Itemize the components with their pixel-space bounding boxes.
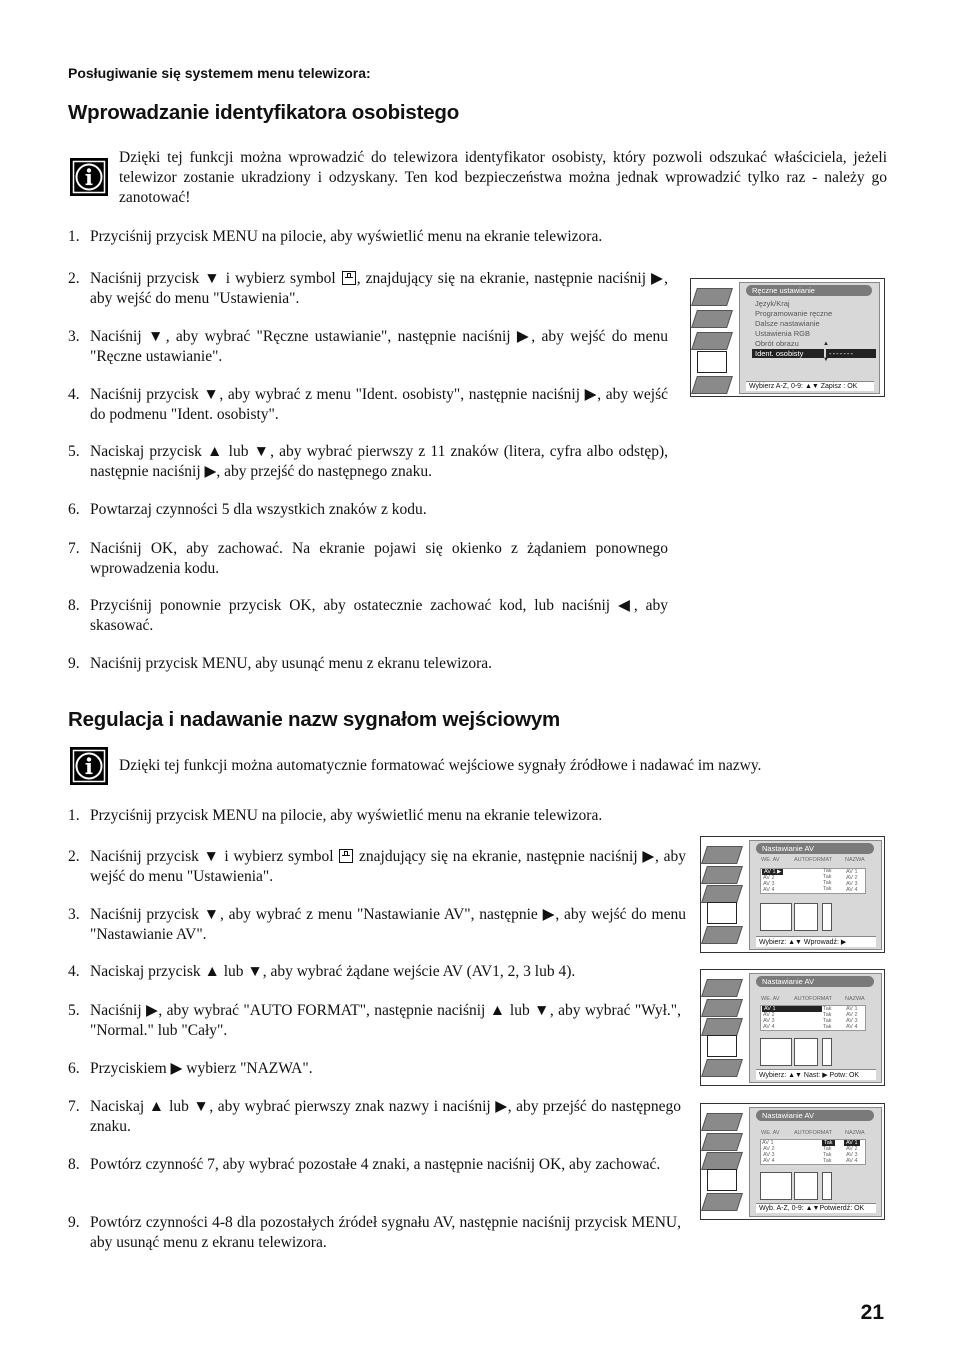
up-arrow-icon: ▲	[823, 341, 829, 347]
tv-icon	[794, 1038, 818, 1066]
menu-sidebar	[691, 279, 737, 396]
av-cell-editing: AV 1	[846, 1140, 858, 1146]
sound-icon	[701, 999, 743, 1017]
av-cell: Tak	[823, 886, 832, 892]
info-icon	[70, 158, 108, 196]
av-cell: Tak	[823, 874, 832, 880]
tv-menu-screenshot-av-3	[700, 1103, 885, 1220]
av-cell: Tak	[824, 1140, 833, 1146]
picture-icon	[701, 1113, 743, 1131]
av-row: AV 4	[763, 887, 775, 893]
menu-title: Nastawianie AV	[756, 1110, 874, 1121]
av-cell: AV 4	[846, 1024, 858, 1030]
av-row: AV 3	[763, 1152, 775, 1158]
av-cell: Tak	[823, 1018, 832, 1024]
preset-icon	[701, 1059, 743, 1077]
setup-symbol-icon	[339, 849, 353, 863]
sound-icon	[701, 866, 743, 884]
av-row: AV 4	[763, 1024, 775, 1030]
sound-icon	[691, 310, 733, 328]
menu-item: Dalsze nastawianie	[755, 319, 820, 328]
menu-item: Obrót obrazu	[755, 339, 799, 348]
connector-icon	[760, 903, 792, 931]
av-cell: Tak	[823, 1006, 832, 1012]
info-icon	[70, 747, 108, 785]
av-cell: AV 3	[846, 1018, 858, 1024]
id-value: - - - - - - -	[826, 349, 876, 358]
col-header: NAZWA	[845, 996, 865, 1002]
section-title-personal-id: Wprowadzanie identyfikatora osobistego	[68, 101, 460, 124]
setup-icon	[697, 351, 727, 373]
av-row: AV 2	[763, 875, 775, 881]
col-header: NAZWA	[845, 1130, 865, 1136]
picture-icon	[701, 979, 743, 997]
av-cell: AV 1	[846, 869, 858, 875]
av-cell: AV 2	[846, 1146, 858, 1152]
setup-icon	[707, 1169, 737, 1191]
menu-footer: Wybierz: ▲▼ Wprowadź: ▶	[756, 936, 876, 947]
menu-item: Programowanie ręczne	[755, 309, 833, 318]
av-cell: Tak	[823, 880, 832, 886]
av-cell: Tak	[823, 1012, 832, 1018]
sound-icon	[701, 1133, 743, 1151]
av-cell: AV 3	[846, 1152, 858, 1158]
tv-icon	[794, 903, 818, 931]
jack-icon	[822, 1172, 832, 1200]
feature-icon	[701, 1152, 743, 1170]
feature-icon	[701, 885, 743, 903]
av-cell: Tak	[823, 1024, 832, 1030]
tv-menu-screenshot-manual-setup	[690, 278, 885, 397]
connector-icon	[760, 1172, 792, 1200]
menu-footer: Wyb. A-Z, 0-9: ▲▼Potwierdź: OK	[756, 1203, 876, 1213]
av-cell: AV 4	[846, 1158, 858, 1164]
menu-item: Ustawienia RGB	[755, 329, 811, 338]
feature-icon	[691, 332, 733, 350]
preset-icon	[691, 376, 733, 394]
av-row: AV 3	[763, 881, 775, 887]
menu-screen	[739, 282, 880, 394]
menu-footer: Wybierz: ▲▼ Nast: ▶ Potw: OK	[756, 1069, 876, 1080]
col-header: AUTOFORMAT	[794, 857, 832, 863]
av-row: AV 4	[763, 1158, 775, 1164]
av-cell: AV 2	[846, 875, 858, 881]
av-cell: Tak	[823, 1158, 832, 1164]
connector-icon	[760, 1038, 792, 1066]
col-header: WE. AV	[761, 1130, 780, 1136]
av-row: AV 1 ▶	[764, 869, 782, 875]
page-number: 21	[860, 1301, 884, 1324]
col-header: WE. AV	[761, 857, 780, 863]
tv-menu-screenshot-av-2	[700, 969, 885, 1086]
setup-icon	[707, 1035, 737, 1057]
av-row: AV 2	[763, 1146, 775, 1152]
av-cell: Tak	[823, 1146, 832, 1152]
picture-icon	[691, 288, 733, 306]
intro-av-setup: Dzięki tej funkcji można automatycznie formatować wejściowe sygnały źródłowe i nadawać im nazwy.	[119, 757, 762, 774]
intro-personal-id: Dzięki tej funkcji można wprowadzić do telewizora identyfikator osobisty, który pozwoli odszukać właściciela, jeżeli telewizor zostanie ukradziony i odzyskany. Ten kod bezpieczeństwa można jednak wprowadzić tylko raz - należy go zanotować!	[119, 149, 887, 206]
av-cell: AV 3	[846, 881, 858, 887]
av-cell: Tak	[823, 868, 832, 874]
menu-screen	[749, 973, 882, 1083]
av-cell: AV 2	[846, 1012, 858, 1018]
picture-icon	[701, 846, 743, 864]
menu-screen	[749, 840, 882, 950]
av-row: AV 3	[763, 1018, 775, 1024]
menu-title: Ręczne ustawianie	[746, 285, 872, 296]
av-row: AV 2	[763, 1012, 775, 1018]
av-row: AV 1	[762, 1140, 774, 1146]
feature-icon	[701, 1018, 743, 1036]
menu-item: Język/Kraj	[755, 299, 790, 308]
setup-icon	[707, 902, 737, 924]
av-cell: AV 1	[846, 1006, 858, 1012]
section-title-av-setup: Regulacja i nadawanie nazw sygnałom wejściowym	[68, 708, 561, 731]
tv-menu-screenshot-av-1	[700, 836, 885, 953]
menu-title: Nastawianie AV	[756, 843, 874, 854]
jack-icon	[822, 1038, 832, 1066]
menu-item-selected: Ident. osobisty	[752, 349, 824, 358]
running-header: Posługiwanie się systemem menu telewizora:	[68, 65, 371, 81]
preset-icon	[701, 1193, 743, 1211]
col-header: AUTOFORMAT	[794, 996, 832, 1002]
down-arrow-icon: ▼	[823, 357, 829, 363]
tv-icon	[794, 1172, 818, 1200]
menu-footer: Wybierz A-Z, 0-9: ▲▼ Zapisz : OK	[746, 381, 874, 391]
col-header: AUTOFORMAT	[794, 1130, 832, 1136]
menu-title: Nastawianie AV	[756, 976, 874, 987]
setup-symbol-icon	[342, 271, 356, 285]
jack-icon	[822, 903, 832, 931]
menu-screen	[749, 1107, 882, 1217]
preset-icon	[701, 926, 743, 944]
av-cell: AV 4	[846, 887, 858, 893]
col-header: WE. AV	[761, 996, 780, 1002]
col-header: NAZWA	[845, 857, 865, 863]
av-cell: Tak	[823, 1152, 832, 1158]
av-row: AV 1	[762, 1006, 822, 1012]
